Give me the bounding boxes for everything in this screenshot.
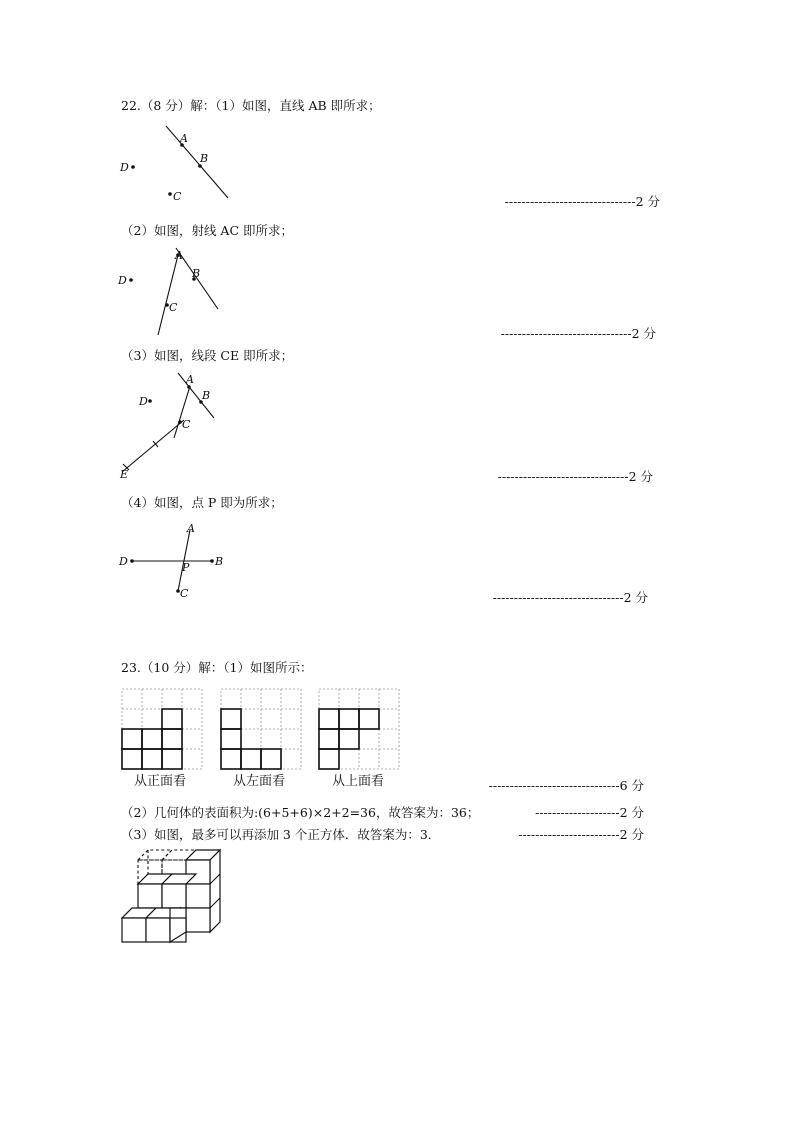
label-d: D <box>118 274 127 287</box>
q22-score-2: -------------------------------2 分 <box>500 326 656 341</box>
point-c <box>168 192 172 196</box>
cube-stack-figure <box>118 845 228 945</box>
ray-ac <box>158 255 178 335</box>
q23-part-3: （3）如图，最多可以再添加 3 个正方体．故答案为：3． <box>121 827 441 842</box>
point-d <box>148 399 152 403</box>
q22-figure-2 <box>110 243 250 338</box>
q22-score-4: -------------------------------2 分 <box>492 590 648 605</box>
label-c: C <box>182 418 191 431</box>
q23-score-3: ------------------------2 分 <box>518 827 644 842</box>
label-a: A <box>180 132 188 145</box>
top-view-caption: 从上面看 <box>332 774 385 789</box>
label-d: D <box>119 555 128 568</box>
q23-part-2: （2）几何体的表面积为:(6+5+6)×2+2=36，故答案为：36； <box>121 805 480 820</box>
top-view-grid <box>318 688 402 770</box>
q22-figure-1 <box>110 120 250 210</box>
q22-heading: 22.（8 分）解：（1）如图，直线 AB 即所求； <box>121 98 381 113</box>
left-view-caption: 从左面看 <box>233 774 286 789</box>
q22-part-2: （2）如图，射线 AC 即所求； <box>121 223 293 238</box>
front-view-grid <box>121 688 205 770</box>
point-d <box>130 559 134 563</box>
segment-ce <box>122 420 184 472</box>
label-e: E <box>120 468 129 481</box>
front-view-caption: 从正面看 <box>134 774 187 789</box>
q22-part-4: （4）如图，点 P 即为所求； <box>121 495 283 510</box>
q22-figure-4 <box>110 518 250 603</box>
label-c: C <box>169 301 178 314</box>
label-c: C <box>180 587 189 600</box>
line-ab <box>166 126 228 198</box>
point-d <box>129 278 133 282</box>
q22-figure-3 <box>110 368 250 483</box>
q22-score-3: -------------------------------2 分 <box>497 469 653 484</box>
point-b <box>210 559 214 563</box>
q22-part-3: （3）如图，线段 CE 即所求； <box>121 348 294 363</box>
point-d <box>131 165 135 169</box>
label-b: B <box>200 152 209 165</box>
label-d: D <box>139 395 148 408</box>
label-b: B <box>202 389 211 402</box>
label-b: B <box>215 555 224 568</box>
label-b: B <box>192 267 201 280</box>
label-a: A <box>186 373 194 386</box>
label-p: P <box>182 561 190 574</box>
q23-score-1: -------------------------------6 分 <box>488 778 644 793</box>
q23-score-2: --------------------2 分 <box>535 805 644 820</box>
q23-heading: 23.（10 分）解：（1）如图所示： <box>121 660 313 675</box>
label-a: A <box>187 522 195 535</box>
q22-score-1: -------------------------------2 分 <box>504 194 660 209</box>
left-view-grid <box>220 688 304 770</box>
label-a: A <box>175 249 183 262</box>
label-c: C <box>173 190 182 203</box>
label-d: D <box>120 161 129 174</box>
